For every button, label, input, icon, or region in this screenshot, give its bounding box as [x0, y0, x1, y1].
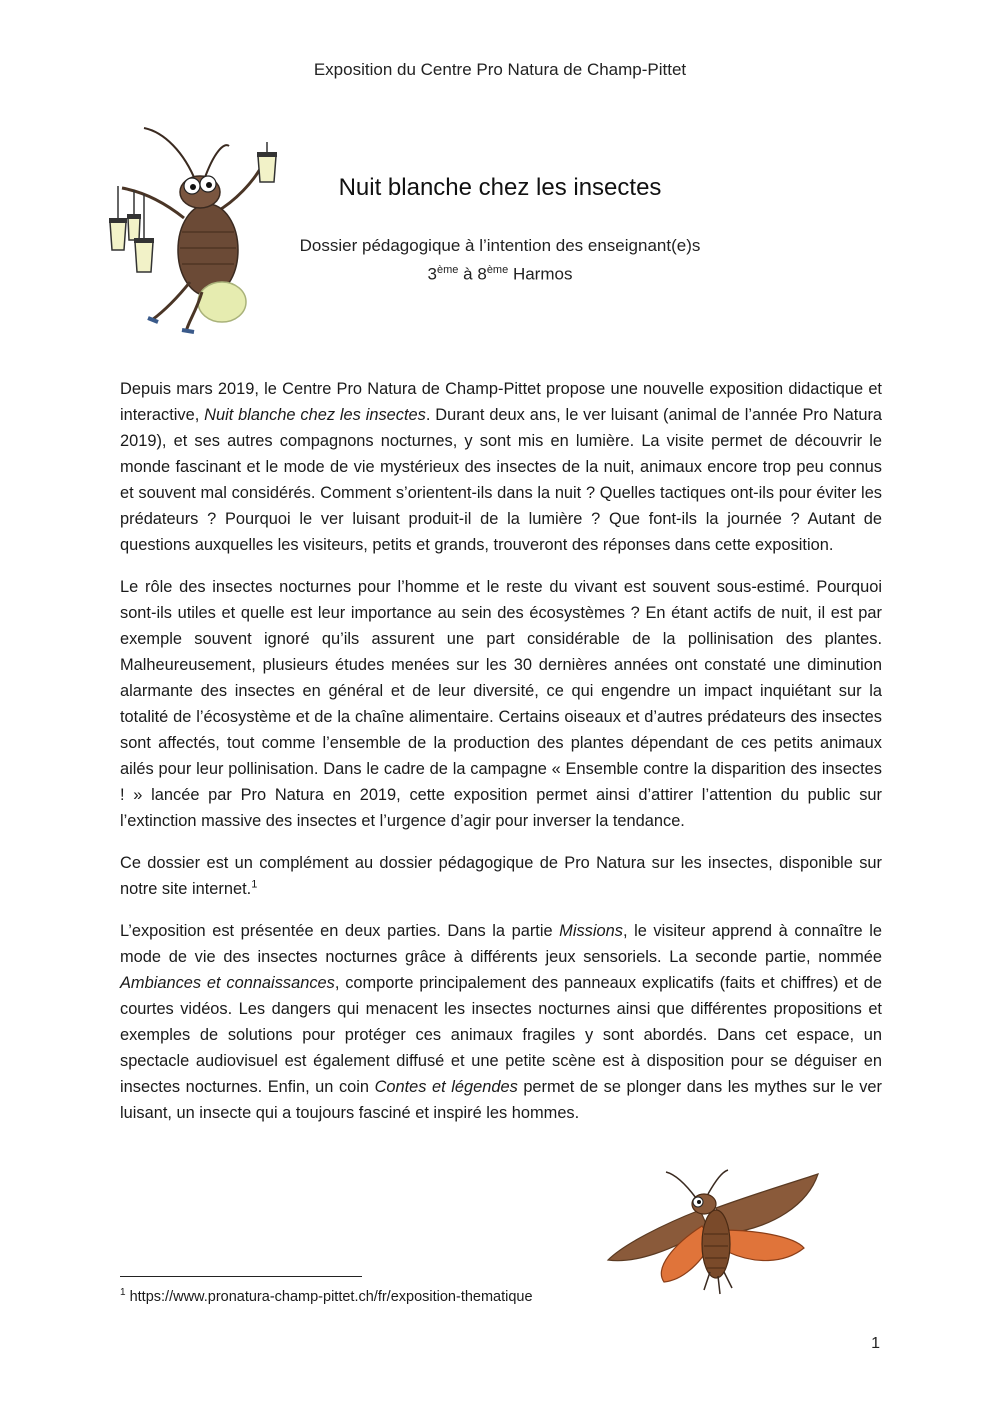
exhibition-title: Nuit blanche chez les insectes — [204, 406, 426, 424]
page-number: 1 — [871, 1335, 880, 1352]
section-name-missions: Missions — [559, 922, 623, 940]
paragraph-4 — [120, 918, 882, 1126]
text-run: . Durant deux ans, le ver luisant (animal de l’année Pro Natura 2019), et ses autres compagnons nocturnes, y sont mis en lumière. La visite permet de découvrir le monde fascinant et le mode de vie mystérieux des insectes de la nuit, animaux encore trop peu connus et souvent mal considérés. Comment s’orientent-ils dans la nuit ? Quelles tactiques ont-ils pour éviter les prédateurs ? Pourquoi le ver luisant produit-il de la lumière ? Que font-ils la journée ? Autant de questions auxquelles les visiteurs, petits et grands, trouveront des réponses dans cette exposition. — [120, 406, 883, 554]
text-run: , comporte principalement des panneaux explicatifs (faits et chiffres) et de courtes vidéos. Les dangers qui menacent les insectes nocturnes ainsi que différentes propositions et exemples de solutions pour protéger ces animaux fragiles y sont abordés. Dans cet espace, un spectacle audiovisuel est également diffusé et une petite scène est à disposition pour se déguiser en insectes nocturnes. Enfin, un coin — [120, 974, 882, 1096]
footnote — [120, 1287, 533, 1305]
paragraph-1 — [120, 376, 882, 558]
page-header: Exposition du Centre Pro Natura de Champ-Pittet — [313, 60, 687, 79]
grade-range — [250, 264, 750, 285]
title-block — [250, 174, 750, 285]
document-subtitle: Dossier pédagogique à l’intention des enseignant(e)s — [299, 236, 701, 255]
grade-system: Harmos — [512, 264, 573, 284]
body-text — [120, 376, 882, 1142]
footnote-number: 1 — [120, 1287, 126, 1298]
footnote-link[interactable]: https://www.pronatura-champ-pittet.ch/fr/exposition-thematique — [129, 1288, 533, 1305]
text-run: Ce dossier est un complément au dossier pédagogique de Pro Natura sur les insectes, disponible sur notre site internet. — [120, 854, 882, 898]
document-title: Nuit blanche chez les insectes — [338, 174, 662, 201]
text-run: , le visiteur apprend à connaître le mode de vie des insectes nocturnes grâce à différents jeux sensoriels. La seconde partie, nommée — [120, 922, 882, 966]
grade-from-suffix: ème — [437, 264, 459, 276]
section-name-contes: Contes et légendes — [374, 1078, 518, 1096]
grade-from: 3 — [427, 264, 437, 284]
text-run: Depuis mars 2019, le Centre Pro Natura de Champ-Pittet propose une nouvelle exposition didactique et interactive, — [120, 380, 882, 424]
footnote-separator — [120, 1276, 362, 1277]
text-run: L’exposition est présentée en deux parties. Dans la partie — [120, 922, 560, 940]
paragraph-3 — [120, 850, 882, 902]
grade-to-suffix: ème — [486, 264, 509, 276]
grade-connector: à — [463, 264, 473, 284]
section-name-ambiances: Ambiances et connaissances — [120, 974, 335, 992]
grade-to: 8 — [477, 264, 487, 284]
text-run: permet de se plonger dans les mythes sur le ver luisant, un insecte qui a toujours fasciné et inspiré les hommes. — [120, 1078, 882, 1122]
footnote-reference[interactable]: 1 — [251, 878, 258, 891]
paragraph-2: Le rôle des insectes nocturnes pour l’homme et le reste du vivant est souvent sous-estimé. Pourquoi sont-ils utiles et quelle est leur importance au sein des écosystèmes ? En étant actifs de nuit, il est par exemple souvent ignoré qu’ils assurent une part considérable de la pollinisation des plantes. Malheureusement, plusieurs études menées sur les 30 dernières années ont constaté une diminution alarmante des insectes en général et de leur diversité, ce qui engendre un impact inquiétant sur la totalité de l’écosystème et de la chaîne alimentaire. Certains oiseaux et d’autres prédateurs des insectes sont affectés, tout comme l’ensemble de la production des plantes dépendant de ces petits animaux ailés pour leur pollinisation. Dans le cadre de la campagne « Ensemble contre la disparition des insectes ! » lancée par Pro Natura en 2019, cette exposition permet ainsi d’attirer l’attention du public sur l’extinction massive des insectes et l’urgence d’agir pour inverser la tendance. — [120, 578, 882, 830]
moth-illustration — [604, 1164, 822, 1298]
